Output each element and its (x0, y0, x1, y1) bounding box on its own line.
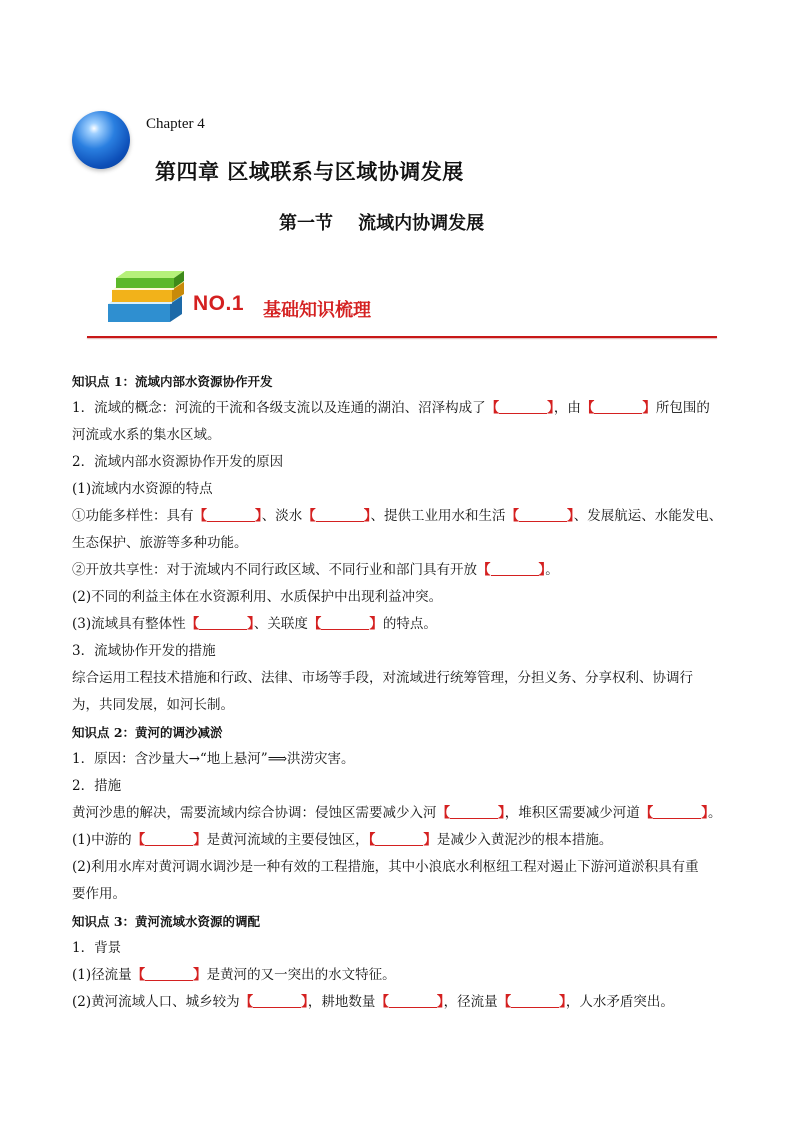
kp1-item2: 2．流域内部水资源协作开发的原因 (72, 454, 284, 470)
banner-subtitle: 基础知识梳理 (263, 300, 371, 321)
kp2-reservoir-cont: 要作用。 (72, 886, 126, 902)
kp1-item1-cont: 河流或水系的集水区域。 (72, 427, 221, 443)
kp3-bg: 1．背景 (72, 940, 122, 956)
chapter-label: Chapter 4 (146, 116, 205, 132)
kp1-heading: 知识点 1：流域内部水资源协作开发 (72, 374, 273, 389)
globe-icon (72, 111, 130, 169)
fill-blank[interactable]: 【 】 (477, 562, 546, 578)
fill-blank[interactable]: 【 】 (239, 994, 308, 1010)
fill-blank[interactable]: 【 】 (368, 832, 437, 848)
fill-blank[interactable]: 【 】 (193, 508, 262, 524)
kp2-heading: 知识点 2：黄河的调沙减淤 (72, 725, 223, 740)
kp1-measure: 综合运用工程技术措施和行政、法律、市场等手段，对流域进行统筹管理，分担义务、分享权利、协调行 (72, 670, 693, 686)
no1-label: NO.1 (193, 292, 245, 315)
kp1-function-cont: 生态保护、旅游等多种功能。 (72, 535, 248, 551)
kp3-heading: 知识点 3：黄河流域水资源的调配 (72, 914, 261, 929)
kp3-population: (2)黄河流域人口、城乡较为【 】，耕地数量【 】，径流量【 】，人水矛盾突出。 (72, 994, 674, 1010)
fill-blank[interactable]: 【 】 (302, 508, 371, 524)
fill-blank[interactable]: 【 】 (436, 805, 505, 821)
fill-blank[interactable]: 【 】 (497, 994, 566, 1010)
kp1-function-line: ①功能多样性：具有【 】、淡水【 】、提供工业用水和生活【 】、发展航运、水能发电、 (72, 508, 723, 524)
section-title: 第一节 流域内协调发展 (279, 213, 485, 234)
fill-blank[interactable]: 【 】 (307, 616, 383, 632)
kp1-sub2: (2)不同的利益主体在水资源利用、水质保护中出现利益冲突。 (72, 589, 443, 605)
kp2-mid: (1)中游的【 】是黄河流域的主要侵蚀区，【 】是减少入黄泥沙的根本措施。 (72, 832, 613, 848)
fill-blank[interactable]: 【 】 (639, 805, 708, 821)
fill-blank[interactable]: 【 】 (375, 994, 444, 1010)
fill-blank[interactable]: 【 】 (185, 616, 254, 632)
kp1-item1: 1．流域的概念：河流的干流和各级支流以及连通的湖泊、沼泽构成了【 】，由【 】所包围的 (72, 400, 710, 416)
kp2-cause: 1．原因：含沙量大→“地上悬河”⟹洪涝灾害。 (72, 751, 355, 767)
content-body (72, 368, 732, 1016)
kp2-measures: 2．措施 (72, 778, 122, 794)
books-icon (100, 266, 190, 326)
kp2-solve: 黄河沙患的解决，需要流域内综合协调：侵蚀区需要减少入河【 】，堆积区需要减少河道【 】。 (72, 805, 722, 821)
kp2-reservoir: (2)利用水库对黄河调水调沙是一种有效的工程措施，其中小浪底水利枢纽工程对遏止下游河道淤积具有重 (72, 859, 699, 875)
fill-blank[interactable]: 【 】 (131, 967, 207, 983)
fill-blank[interactable]: 【 】 (485, 400, 554, 416)
fill-blank[interactable]: 【 】 (580, 400, 656, 416)
kp1-measure-cont: 为，共同发展，如河长制。 (72, 697, 234, 713)
kp1-item3: 3．流域协作开发的措施 (72, 643, 216, 659)
fill-blank[interactable]: 【 】 (131, 832, 207, 848)
kp1-sub1: (1)流域内水资源的特点 (72, 481, 213, 497)
kp1-open-line: ②开放共享性：对于流域内不同行政区域、不同行业和部门具有开放【 】。 (72, 562, 559, 578)
kp3-runoff: (1)径流量【 】是黄河的又一突出的水文特征。 (72, 967, 396, 983)
fill-blank[interactable]: 【 】 (505, 508, 574, 524)
red-divider (87, 336, 717, 338)
chapter-title: 第四章 区域联系与区域协调发展 (155, 159, 464, 184)
kp1-sub3: (3)流域具有整体性【 】、关联度【 】的特点。 (72, 616, 437, 632)
